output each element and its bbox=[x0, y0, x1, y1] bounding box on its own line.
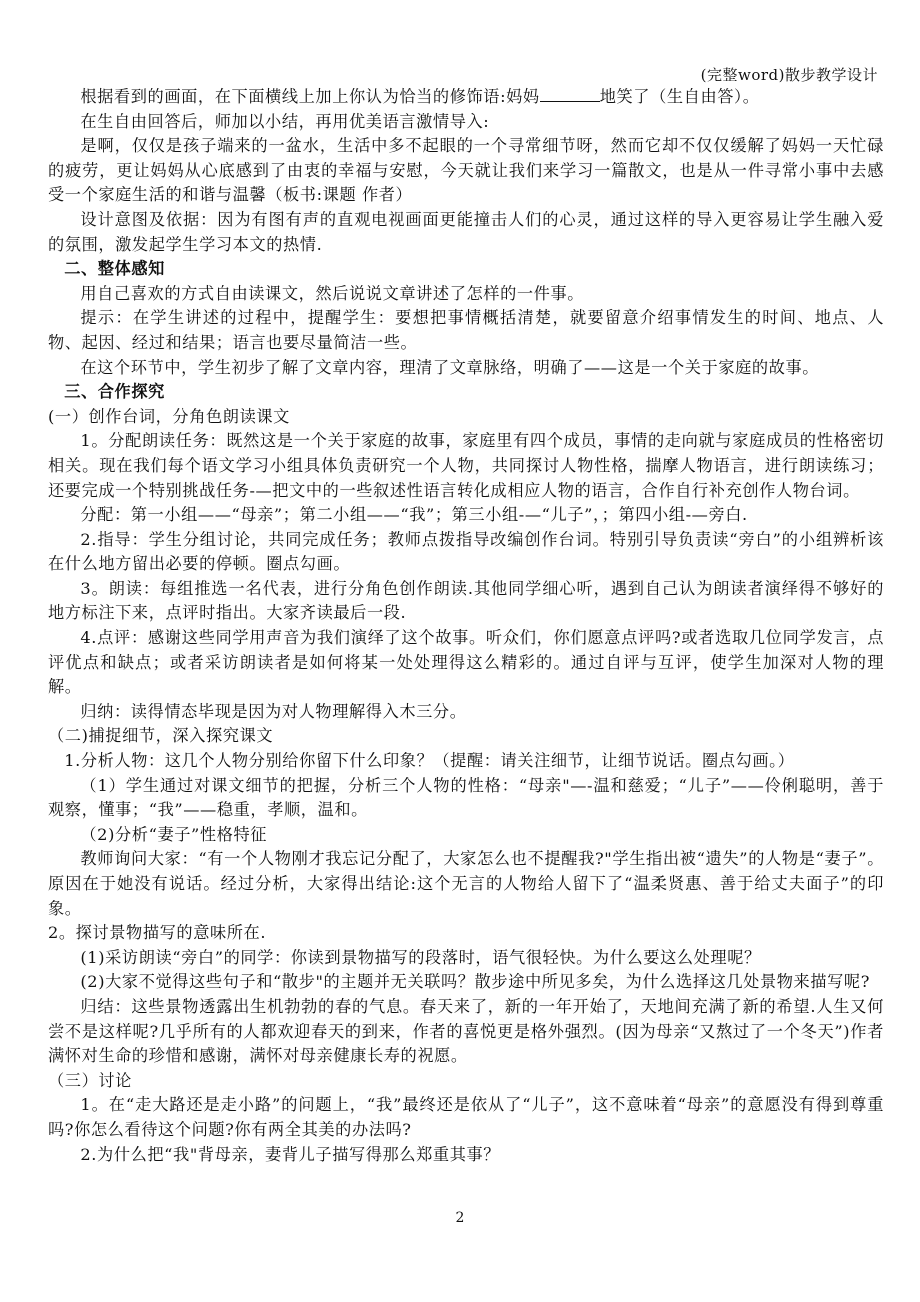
paragraph: 教师询问大家：“有一个人物刚才我忘记分配了，大家怎么也不提醒我?"学生指出被“遗失”的人物是“妻子”。原因在于她没有说话。经过分析，大家得出结论:这个无言的人物给人留下了“温柔贤惠、善于给丈夫面子”的印象。 bbox=[48, 849, 884, 918]
section-heading: 二、整体感知 bbox=[64, 259, 165, 279]
paragraph: 提示：在学生讲述的过程中，提醒学生：要想把事情概括清楚，就要留意介绍事情发生的时间、地点、人物、起因、经过和结果；语言也要尽量简洁一些。 bbox=[48, 308, 884, 352]
paragraph: 2.指导：学生分组讨论，共同完成任务；教师点拨指导改编创作台词。特别引导负责读“旁白”的小组辨析该在什么地方留出必要的停顿。圈点勾画。 bbox=[48, 529, 884, 574]
subsection-heading: （三）讨论 bbox=[48, 1070, 132, 1090]
paragraph: 1。分配朗读任务：既然这是一个关于家庭的故事，家庭里有四个成员，事情的走向就与家庭成员的性格密切相关。现在我们每个语文学习小组具体负责研究一个人物，共同探讨人物性格，揣摩人物语言，进行朗读练习；还要完成一个特别挑战任务-—把文中的一些叙述性语言转化成相应人物的语言，合作自行补充创作人物台词。 bbox=[48, 431, 884, 500]
paragraph: 1。在“走大路还是走小路”的问题上，“我”最终还是依从了“儿子”，这不意味着“母亲”的意愿没有得到尊重吗?你怎么看待这个问题?你有两全其美的办法吗? bbox=[48, 1095, 884, 1139]
paragraph: 2.为什么把“我"背母亲，妻背儿子描写得那么郑重其事？ bbox=[80, 1144, 501, 1164]
paragraph: （2)分析“妻子”性格特征 bbox=[80, 824, 268, 844]
paragraph: (1)采访朗读“旁白”的同学：你读到景物描写的段落时，语气很轻快。为什么要这么处理呢？ bbox=[80, 947, 761, 967]
paragraph: 1.分析人物：这几个人物分别给你留下什么印象？（提醒：请关注细节，让细节说话。圈点勾画。） bbox=[64, 751, 795, 771]
subsection-heading: (一）创作台词，分角色朗读课文 bbox=[48, 406, 290, 426]
paragraph: (2)大家不觉得这些句子和“散步"的主题并无关联吗？散步途中所见多矣，为什么选择这几处景物来描写呢? bbox=[80, 972, 870, 992]
paragraph: 归结：这些景物透露出生机勃勃的春的气息。春天来了，新的一年开始了，天地间充满了新的希望.人生又何尝不是这样呢?几乎所有的人都欢迎春天的到来，作者的喜悦更是格外强烈。(因为母亲“又熬过了一个冬天”)作者满怀对生命的珍惜和感谢，满怀对母亲健康长寿的祝愿。 bbox=[48, 996, 884, 1066]
paragraph bbox=[48, 85, 884, 110]
paragraph-text: 根据看到的画面，在下面横线上加上你认为恰当的修饰语:妈妈 bbox=[80, 87, 540, 106]
document-body bbox=[48, 85, 884, 1167]
paragraph: 归纳：读得情态毕现是因为对人物理解得入木三分。 bbox=[80, 701, 467, 721]
paragraph: 2。探讨景物描写的意味所在. bbox=[48, 923, 267, 943]
paragraph: 3。朗读：每组推选一名代表，进行分角色创作朗读.其他同学细心听，遇到自己认为朗读者演绎得不够好的地方标注下来，点评时指出。大家齐读最后一段. bbox=[48, 578, 884, 623]
paragraph: （1）学生通过对课文细节的把握，分析三个人物的性格：“母亲"—-温和慈爱；“儿子”——伶俐聪明，善于观察，懂事；“我”——稳重，孝顺，温和。 bbox=[48, 775, 884, 820]
paragraph: 在生自由回答后，师加以小结，再用优美语言激情导入: bbox=[80, 111, 490, 131]
paragraph: 分配：第一小组——“母亲”；第二小组——“我”；第三小组-—“儿子”，；第四小组-—旁白. bbox=[80, 505, 748, 525]
paragraph: 是啊，仅仅是孩子端来的一盆水，生活中多不起眼的一个寻常细节呀，然而它却不仅仅缓解了妈妈一天忙碌的疲劳，更让妈妈从心底感到了由衷的幸福与安慰，今天就让我们来学习一篇散文，也是从一件寻常小事中去感受一个家庭生活的和谐与温馨（板书:课题 作者） bbox=[48, 136, 884, 205]
paragraph: 设计意图及依据：因为有图有声的直观电视画面更能撞击人们的心灵，通过这样的导入更容易让学生融入爱的氛围，激发起学生学习本文的热情. bbox=[48, 209, 884, 254]
paragraph: 4.点评：感谢这些同学用声音为我们演绎了这个故事。听众们，你们愿意点评吗?或者选取几位同学发言，点评优点和缺点；或者采访朗读者是如何将某一处处理得这么精彩的。通过自评与互评，使学生加深对人物的理解。 bbox=[48, 628, 884, 697]
section-heading: 三、合作探究 bbox=[64, 382, 165, 402]
paragraph: 用自己喜欢的方式自由读课文，然后说说文章讲述了怎样的一件事。 bbox=[80, 283, 585, 303]
subsection-heading: （二)捕捉细节，深入探究课文 bbox=[48, 726, 274, 746]
fill-in-blank bbox=[540, 87, 600, 102]
page-number: 2 bbox=[455, 1210, 465, 1226]
paragraph-text: 地笑了（生自由答）。 bbox=[599, 87, 760, 106]
document-header: (完整word)散步教学设计 bbox=[700, 66, 878, 84]
paragraph: 在这个环节中，学生初步了解了文章内容，理清了文章脉络，明确了——这是一个关于家庭的故事。 bbox=[80, 357, 820, 377]
